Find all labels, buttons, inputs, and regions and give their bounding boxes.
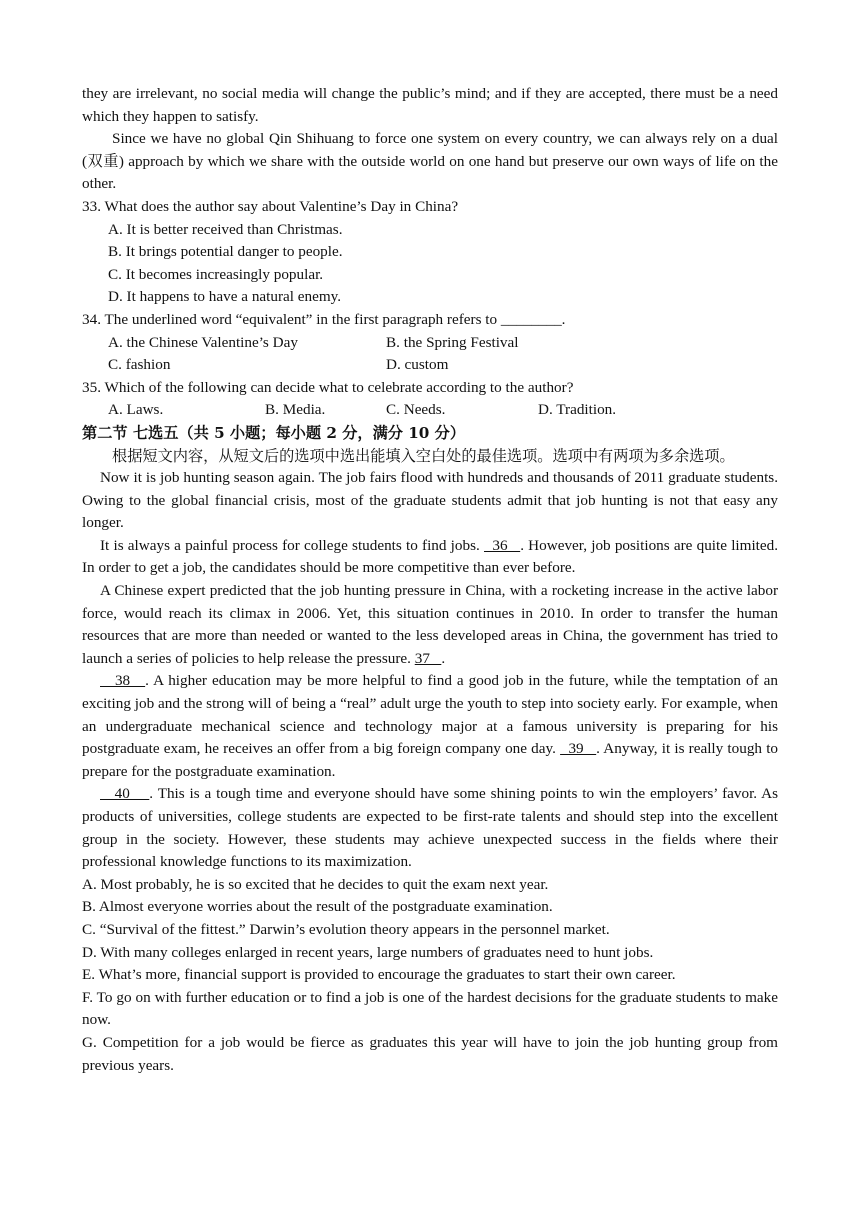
cloze-paragraph-5: [82, 783, 778, 873]
question-34: [82, 309, 778, 377]
question-33: [82, 196, 778, 309]
question-stem: 34. The underlined word “equivalent” in the first paragraph refers to ________.: [82, 310, 566, 328]
question-option: A. Laws.: [108, 401, 164, 419]
cloze-paragraph-1: Now it is job hunting season again. The job fairs flood with hundreds and thousands of 2011 graduate students. Owing to the global financial crisis, most of the graduate students admit that job hunting is not that easy any longer.: [82, 469, 778, 532]
question-35: [82, 377, 778, 422]
question-option: D. Tradition.: [538, 401, 617, 419]
blank-39: 39: [560, 740, 597, 758]
question-stem: 33. What does the author say about Valentine’s Day in China?: [82, 197, 459, 215]
cloze-paragraph-3: [82, 580, 778, 670]
blank-38: 38: [100, 672, 146, 690]
choice-list: [82, 874, 778, 1077]
question-option: B. It brings potential danger to people.: [108, 243, 343, 261]
question-stem: 35. Which of the following can decide what to celebrate according to the author?: [82, 378, 574, 396]
question-option: C. Needs.: [386, 401, 446, 419]
paragraph-text: . However, job positions are quite limited. In order to get a job, the candidates should be more competitive than ever before.: [82, 536, 779, 577]
choice-item: D. With many colleges enlarged in recent years, large numbers of graduates need to hunt jobs.: [82, 943, 654, 961]
paragraph-text: . This is a tough time and everyone should have some shining points to win the employers’ favor. As products of universities, college students are expected to be first-rate talents and should step into the excellent group in the society. However, these students may achieve unexpected success in the fields where their professional knowledge functions to its maximization.: [82, 785, 779, 871]
passage-paragraph: they are irrelevant, no social media will change the public’s mind; and if they are accepted, there must be a need which they happen to satisfy.: [82, 85, 778, 125]
paragraph-text: . Anyway, it is really tough to prepare for the postgraduate examination.: [82, 740, 779, 780]
blank-37: 37: [414, 649, 442, 667]
choice-item: B. Almost everyone worries about the result of the postgraduate examination.: [82, 898, 553, 916]
paragraph-text: .: [441, 649, 446, 667]
blank-36: 36: [484, 536, 521, 554]
document-page: [82, 83, 778, 1077]
choice-item: A. Most probably, he is so excited that he decides to quit the exam next year.: [82, 875, 549, 893]
question-option: C. It becomes increasingly popular.: [108, 265, 324, 283]
question-option: A. the Chinese Valentine’s Day: [108, 333, 298, 351]
cloze-paragraph-4: [82, 670, 778, 783]
question-option: D. custom: [386, 356, 449, 374]
choice-item: F. To go on with further education or to find a job is one of the hardest decisions for the graduate students to make now.: [82, 988, 778, 1029]
question-option: B. the Spring Festival: [386, 333, 519, 351]
question-option: C. fashion: [108, 356, 171, 374]
question-option: B. Media.: [265, 401, 326, 419]
section-title: 第二节 七选五（共 5 小题；每小题 2 分，满分 10 分）: [82, 423, 466, 442]
choice-item: G. Competition for a job would be fierce as graduates this year will have to join the job hunting group from previous years.: [82, 1033, 778, 1074]
choice-item: E. What’s more, financial support is provided to encourage the graduates to start their own career.: [82, 966, 676, 984]
paragraph-text: It is always a painful process for college students to find jobs.: [100, 536, 484, 554]
choice-item: C. “Survival of the fittest.” Darwin’s evolution theory appears in the personnel market.: [82, 920, 610, 938]
cloze-paragraph-2: [82, 535, 778, 580]
section-instruction: 根据短文内容，从短文后的选项中选出能填入空白处的最佳选项。选项中有两项为多余选项。: [112, 446, 735, 465]
paragraph-text: . A higher education may be more helpful to find a good job in the future, while the temptation of an exciting job and the strong will of being a “real” adult urge the youth to step into society early. For example, when an undergraduate mechanical science and technology major at a famous university is preparing for his postgraduate exam, he receives an offer from a big foreign company one day.: [82, 672, 778, 758]
question-option: D. It happens to have a natural enemy.: [108, 288, 342, 306]
paragraph-text: A Chinese expert predicted that the job hunting pressure in China, with a rocketing increase in the active labor force, would reach its climax in 2006. Yet, this situation continues in 2010. In order to transfer the human resources that are more than needed or wanted to the less developed areas in China, the government has tried to launch a series of policies to help release the pressure.: [82, 582, 778, 667]
passage-paragraph: Since we have no global Qin Shihuang to force one system on every country, we can always rely on a dual (双重) approach by which we share with the outside world on one hand but preserve our own ways of life on the other.: [82, 130, 778, 193]
question-option: A. It is better received than Christmas.: [108, 220, 343, 238]
blank-40: 40: [100, 785, 150, 803]
